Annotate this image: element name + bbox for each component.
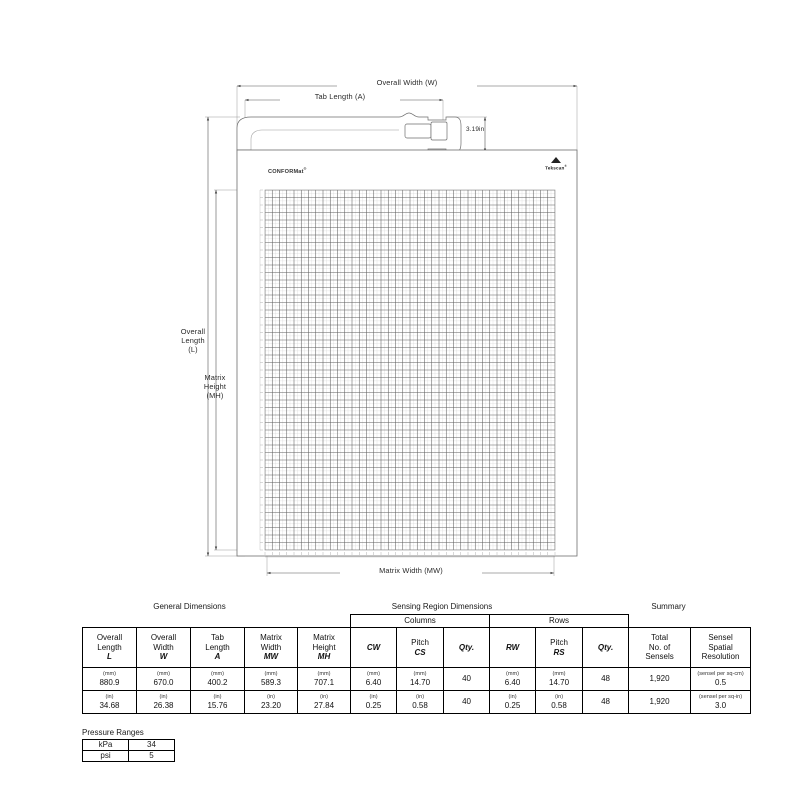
connector-window (405, 124, 431, 138)
product-registered-mark: ® (303, 167, 307, 171)
subgroup-spacer-left (83, 615, 351, 628)
pressure-value-cell: 5 (129, 751, 175, 762)
pressure-ranges-title: Pressure Ranges (82, 728, 144, 737)
overall-length-line1: Overall (180, 327, 206, 336)
label-overall-width: Overall Width (W) (337, 78, 477, 87)
cell-matrix-height-mm: (mm) 707.1 (298, 668, 351, 691)
cell-tab-length-mm: (mm) 400.2 (191, 668, 245, 691)
header-column-width: CW (351, 628, 397, 668)
table-row-in (83, 691, 751, 714)
product-name-text: CONFORMat (268, 168, 304, 175)
cell-overall-length-in: (in) 34.68 (83, 691, 137, 714)
cell-overall-length-mm: (mm) 880.9 (83, 668, 137, 691)
cell-column-width-in: (in) 0.25 (351, 691, 397, 714)
cell-column-width-mm: (mm) 6.40 (351, 668, 397, 691)
spec-table (82, 614, 751, 714)
header-sensel-resolution: Sensel Spatial Resolution (691, 628, 751, 668)
label-tab-length: Tab Length (A) (280, 92, 400, 101)
product-brand-label (268, 167, 307, 175)
overall-length-line2: Length (181, 336, 205, 345)
subgroup-columns: Columns (351, 615, 490, 628)
sensing-matrix (265, 190, 555, 550)
group-title-summary: Summary (651, 602, 686, 611)
group-title-general: General Dimensions (153, 602, 226, 611)
triangle-icon (551, 157, 561, 163)
cell-row-width-mm: (mm) 6.40 (490, 668, 536, 691)
label-matrix-width: Matrix Width (MW) (340, 566, 482, 575)
cell-matrix-width-mm: (mm) 589.3 (245, 668, 298, 691)
pressure-ranges-table (82, 739, 175, 762)
header-matrix-width: Matrix Width MW (245, 628, 298, 668)
cell-sensel-resolution-in: (sensel per sq-in) 3.0 (691, 691, 751, 714)
cell-row-pitch-mm: (mm) 14.70 (536, 668, 583, 691)
header-column-qty: Qty. (444, 628, 490, 668)
label-matrix-height (185, 373, 245, 400)
pressure-range-row (83, 740, 175, 751)
cell-matrix-height-in: (in) 27.84 (298, 691, 351, 714)
header-tab-length: Tab Length A (191, 628, 245, 668)
cell-total-sensels-in: 1,920 (629, 691, 691, 714)
cell-total-sensels-mm: 1,920 (629, 668, 691, 691)
pressure-unit-cell: psi (83, 751, 129, 762)
tekscan-logo (536, 157, 576, 170)
tekscan-wordmark: Tekscan (545, 165, 565, 171)
cell-column-pitch-in: (in) 0.58 (397, 691, 444, 714)
subgroup-rows: Rows (490, 615, 629, 628)
header-total-sensels: Total No. of Sensels (629, 628, 691, 668)
table-row-mm (83, 668, 751, 691)
header-row-pitch: Pitch RS (536, 628, 583, 668)
cell-overall-width-in: (in) 26.38 (137, 691, 191, 714)
cell-column-qty-mm: 40 (444, 668, 490, 691)
overall-length-line3: (L) (188, 345, 198, 354)
header-column-pitch: Pitch CS (397, 628, 444, 668)
label-overall-length (161, 327, 225, 354)
header-row-qty: Qty. (583, 628, 629, 668)
cell-row-qty-mm: 48 (583, 668, 629, 691)
tekscan-registered-mark: ® (564, 163, 567, 168)
pressure-range-row (83, 751, 175, 762)
subgroup-spacer-right (629, 615, 751, 628)
group-title-sensing: Sensing Region Dimensions (391, 602, 493, 611)
cell-column-qty-in: 40 (444, 691, 490, 714)
matrix-height-line1: Matrix (204, 373, 226, 382)
table-group-titles (0, 600, 800, 614)
table-header-row (83, 628, 751, 668)
cell-row-pitch-in: (in) 0.58 (536, 691, 583, 714)
header-matrix-height: Matrix Height MH (298, 628, 351, 668)
matrix-height-line2: Height (203, 382, 227, 391)
header-overall-length: Overall Length L (83, 628, 137, 668)
connector-plug (431, 122, 447, 140)
header-row-width: RW (490, 628, 536, 668)
cell-column-pitch-mm: (mm) 14.70 (397, 668, 444, 691)
matrix-height-line3: (MH) (206, 391, 224, 400)
cell-row-width-in: (in) 0.25 (490, 691, 536, 714)
cell-tab-length-in: (in) 15.76 (191, 691, 245, 714)
header-overall-width: Overall Width W (137, 628, 191, 668)
cell-overall-width-mm: (mm) 670.0 (137, 668, 191, 691)
cell-sensel-resolution-mm: (sensel per sq-cm) 0.5 (691, 668, 751, 691)
label-tab-height: 3.19in (466, 126, 485, 133)
cell-row-qty-in: 48 (583, 691, 629, 714)
table-subgroup-row (83, 615, 751, 628)
pressure-value-cell: 34 (129, 740, 175, 751)
pressure-unit-cell: kPa (83, 740, 129, 751)
cell-matrix-width-in: (in) 23.20 (245, 691, 298, 714)
specification-tables (0, 600, 800, 762)
pressure-ranges-block (82, 728, 800, 762)
